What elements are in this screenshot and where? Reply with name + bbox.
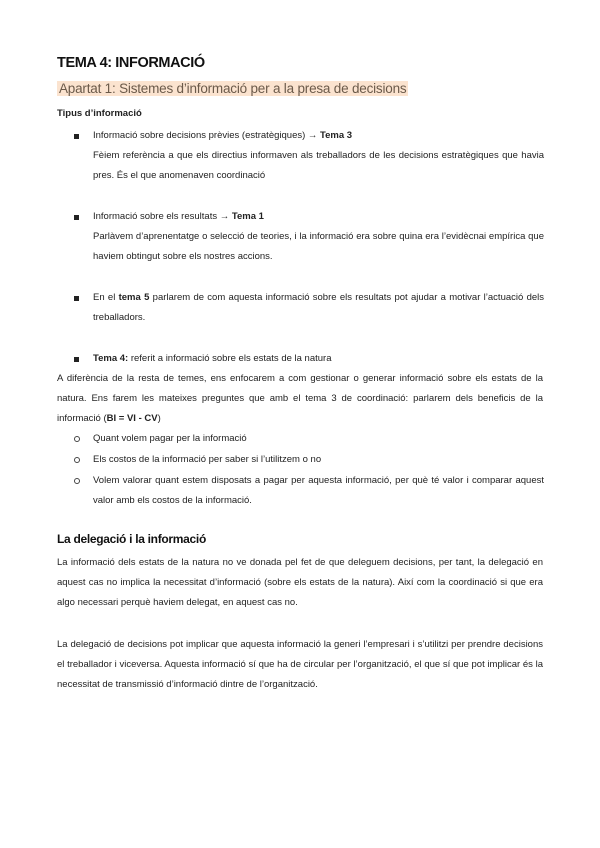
bullet-bold: Tema 4: [93,353,129,364]
bullet-bold: Tema 1 [231,211,264,222]
bullet-text: Informació sobre decisions prèvies (estratègiques) → [93,130,321,141]
bullet-detail: Fèiem referència a que els directius informaven als treballadors de les decisions estratègiques que havia pres. És el que anomenaven coordinació [93,150,544,181]
page-title: TEMA 4: INFORMACIÓ [57,55,205,71]
square-bullet-icon [74,134,79,139]
bullet-text-post: parlarem de com aquesta informació sobre els resultats pot ajudar a motivar l’actuació dels treballadors. [93,292,545,323]
sub-bullet-text: Els costos de la informació per saber si l’utilitzem o no [93,454,322,465]
circle-bullet-icon [74,478,80,484]
bullet-text: Informació sobre els resultats → [93,211,232,222]
list-item [74,349,544,369]
circle-bullet-icon [74,457,80,463]
list-item [74,288,544,328]
square-bullet-icon [74,296,79,301]
list-item [74,450,544,470]
square-bullet-icon [74,357,79,362]
list-item [74,429,544,449]
bullet-bold: Tema 3 [320,130,353,141]
section-heading: La delegació i la informació [57,532,206,546]
paragraph-end: ) [157,413,161,424]
paragraph: La delegació de decisions pot implicar que aquesta informació la generi l’empresari i s’utilitzi per prendre decisions el treballador i viceversa. Aquesta informació sí que ha de circular per l’organització, el que sí que pot implicar és la necessitat de transmissió d’informació dintre de l’organització. [57,639,543,690]
list-item [74,207,544,267]
bullet-detail: Parlàvem d’aprenentatge o selecció de teories, i la informació era sobre quina era l’evidècnai empírica que haviem obtingut sobre els nostres accions. [93,231,544,262]
tipus-heading: Tipus d’informació [57,108,142,119]
list-item [74,471,544,511]
circle-bullet-icon [74,436,80,442]
square-bullet-icon [74,215,79,220]
bullet-text: En el [93,292,119,303]
sub-bullet-text: Quant volem pagar per la informació [93,433,247,444]
paragraph: La informació dels estats de la natura no ve donada pel fet de que deleguem decisions, per tant, la delegació en aquest cas no implica la necessitat d’informació (sobre els estats de la natura). Així com la coordinació si que era algo necessari perquè haviem delegat, en aquest cas no. [57,557,543,608]
bullet-text-post: referit a informació sobre els estats de la natura [128,353,332,364]
diferencia-paragraph [57,369,543,429]
bullet-bold: tema 5 [118,292,150,303]
section-subtitle: Apartat 1: Sistemes d’informació per a la presa de decisions [59,81,407,96]
sub-bullet-text: Volem valorar quant estem disposats a pagar per aquesta informació, per què té valor i comparar aquest valor amb els costos de la informació. [93,475,544,506]
paragraph-text: A diferència de la resta de temes, ens enfocarem a com gestionar o generar informació sobre els estats de la natura. Ens farem les mateixes preguntes que amb el tema 3 de coordinació: parlarem dels beneficis de la informació ( [57,373,543,424]
list-item [74,126,544,186]
formula-text: BI = VI - CV [106,413,158,424]
